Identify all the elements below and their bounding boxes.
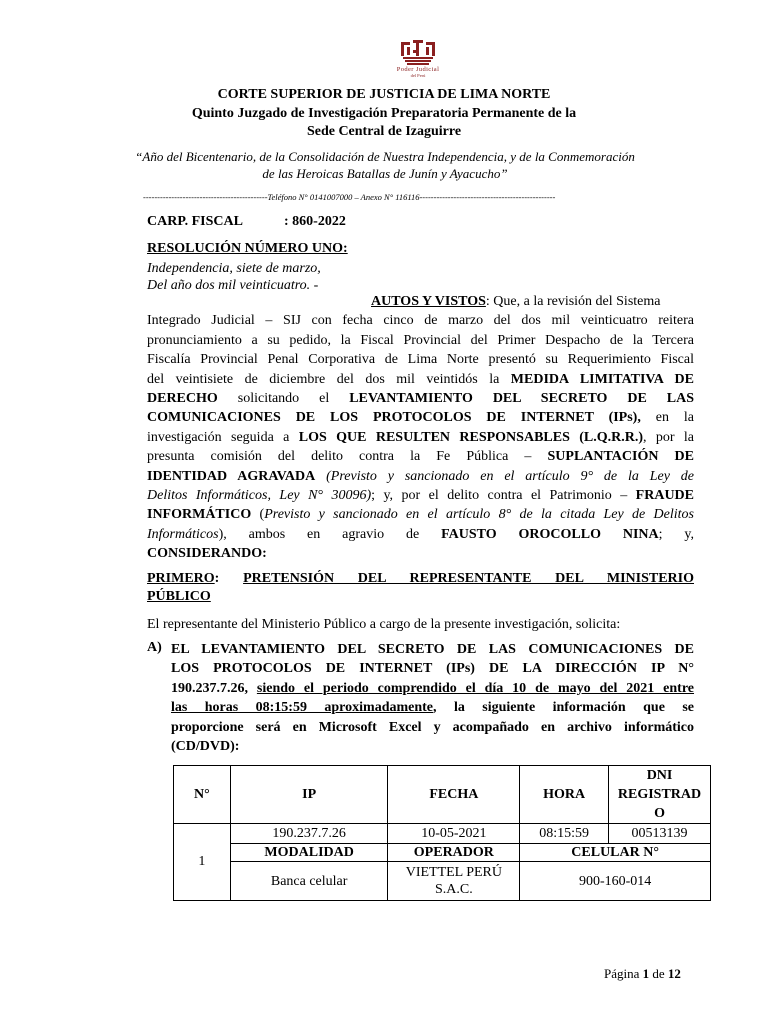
autos-y-vistos-paragraph: AUTOS Y VISTOS: Que, a la revisión del Sistema Integrado Judicial – SIJ con fecha cinco de marzo del dos mil veinticuatro reitera pronunciamiento a su pedido, la Fiscal Provincial del Primer Despacho de la Tercera Fiscalía Provincial Penal Corporativa de Lima Norte presentó su Requerimiento Fiscal del veintisiete de diciembre del dos mil veintidós la MEDIDA LIMITATIVA DE DERECHO solicitando el LEVANTAMIENTO DEL SECRETO DE LAS COMUNICACIONES DE LOS PROTOCOLOS DE INTERNET (IPs), en la investigación seguida a LOS QUE RESULTEN RESPONSABLES (L.Q.R.R.), por la presunta comisión del delito contra la Fe Pública – SUPLANTACIÓN DE IDENTIDAD AGRAVADA (Previsto y sancionado en el artículo 9° de la Ley de Delitos Informáticos, Ley N° 30096); y, por el delito contra el Patrimonio – FRAUDE INFORMÁTICO (Previsto y sancionado en el artículo 8° de la citada Ley de Delitos Informáticos), ambos en agravio de FAUSTO OROCOLLO NINA; y, CONSIDERANDO:: [147, 294, 695, 562]
header-ip: IP: [230, 766, 388, 824]
page-number: Página 1 de 12: [604, 966, 681, 981]
cell-dni: 00513139: [609, 824, 711, 844]
cell-modalidad: Banca celular: [230, 862, 388, 901]
section-primero-title: PRIMERO: PRETENSIÓN DEL REPRESENTANTE DEL MINISTERIO PÚBLICO: [147, 571, 694, 604]
table-header-row: [174, 766, 711, 824]
logo-country: del Perú: [410, 73, 426, 78]
header-dni: DNI REGISTRAD O: [609, 766, 711, 824]
year-motto-line1: “Año del Bicentenario, de la Consolidación de Nuestra Independencia, y de la Conmemoración: [135, 149, 635, 164]
carpeta-label: CARP. FISCAL: [147, 214, 243, 229]
subheader-operador: OPERADOR: [388, 844, 520, 862]
table-row: [174, 862, 711, 901]
header-hora: HORA: [520, 766, 609, 824]
cell-celular: 900-160-014: [520, 862, 711, 901]
resolution-date-line2: Del año dos mil veinticuatro. -: [147, 278, 319, 293]
table-subheader-row: [174, 844, 711, 862]
year-motto-line2: de las Heroicas Batallas de Junín y Ayacucho”: [262, 166, 508, 181]
cell-fecha: 10-05-2021: [388, 824, 520, 844]
cell-operador: VIETTEL PERÚ S.A.C.: [388, 862, 520, 901]
court-seat: Sede Central de Izaguirre: [306, 124, 462, 139]
phone-line: --------------------------------------------Teléfono N° 0141007000 – Anexo N° 116116------------------------------------------------: [143, 192, 556, 202]
subheader-modalidad: MODALIDAD: [230, 844, 388, 862]
court-name: CORTE SUPERIOR DE JUSTICIA DE LIMA NORTE: [217, 87, 551, 102]
header-fecha: FECHA: [388, 766, 520, 824]
court-logo: [383, 38, 453, 78]
header-no: N°: [174, 766, 231, 824]
resolution-date-line1: Independencia, siete de marzo,: [147, 261, 321, 276]
poder-judicial-emblem-icon: [399, 38, 437, 66]
request-intro: El representante del Ministerio Público a cargo de la presente investigación, solicita:: [147, 617, 621, 632]
court-subtitle: Quinto Juzgado de Investigación Preparatoria Permanente de la: [191, 106, 577, 121]
table-row: [174, 824, 711, 844]
item-a-marker: A): [147, 640, 162, 655]
cell-hora: 08:15:59: [520, 824, 609, 844]
logo-name: Poder Judicial: [396, 66, 440, 73]
row-number: 1: [174, 824, 231, 901]
ip-data-table: [173, 765, 711, 901]
subheader-celular: CELULAR N°: [520, 844, 711, 862]
carpeta-value: : 860-2022: [284, 214, 346, 229]
resolution-title: RESOLUCIÓN NÚMERO UNO:: [147, 241, 348, 256]
item-a-request: EL LEVANTAMIENTO DEL SECRETO DE LAS COMUNICACIONES DE LOS PROTOCOLOS DE INTERNET (IPs) DE LA DIRECCIÓN IP N° 190.237.7.26, siendo el periodo comprendido el día 10 de mayo del 2021 entre las horas 08:15:59 aproximadamente, la siguiente información que se proporcione será en Microsoft Excel y acompañado en archivo informático (CD/DVD):: [171, 642, 695, 754]
cell-ip: 190.237.7.26: [230, 824, 388, 844]
